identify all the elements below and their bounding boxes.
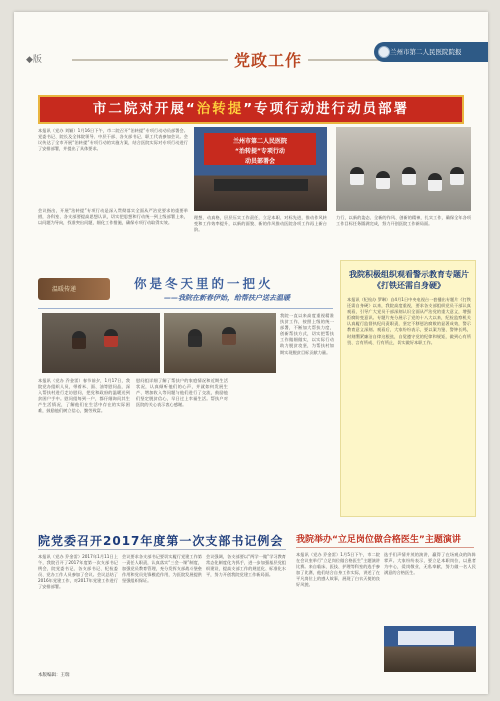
article3-box (340, 260, 476, 517)
person-figure (450, 167, 464, 185)
article1-col1b: 会议指出，开展“治转提”专项行动是深入贯彻落实全面从严治党要求的重要举措，各科室、各支部要提高思想认识，切实把思想和行动统一到上级部署上来，以问题为导向，找准突出问题，细化工作措施，确保专项行动取得实效。 (38, 208, 188, 226)
person-figure (188, 329, 202, 347)
article3-title: 我院积极组织观看警示教育专题片《打铁还需自身硬》 (349, 270, 469, 290)
article4-col2: 会议要求各支部书记要切实履行党建工作第一责任人职责，认真落实“三会一课”制度，加强党员教育管理，充分发挥支部战斗堡垒作用和党员先锋模范作用，为医院发展提供坚强组织保证。 (122, 554, 202, 584)
page-number: ◆版 (26, 55, 42, 65)
article2-col1: 本报讯（党办 乔金雷）春节前夕，1月17日，我院党办组织人员，带着米、面、油等慰问品，深入帮扶村进行走访慰问，把党和政府的温暖送到贫困户手中。慰问组每到一户，都仔细询问其生产生活情况，了解他们在生活中存在的实际困难，鼓励他们树立信心，勤劳致富。 (38, 378, 130, 414)
masthead-title: 兰州市第二人民医院院报 (390, 48, 462, 56)
hospital-logo-icon (378, 46, 390, 58)
editor-credit: 本版编辑：王瑞 (38, 673, 70, 678)
lecture-screen (398, 631, 454, 645)
screen-line1: 兰州市第二人民医院 (232, 138, 287, 145)
person-figure (72, 331, 86, 349)
visit-photo-1 (42, 313, 160, 373)
screen-line3: 动员部署会 (244, 158, 275, 165)
article5-divider (296, 547, 474, 548)
meeting-screen (204, 133, 316, 165)
article4-col3: 会议强调，各支部要以“两学一做”学习教育常态化制度化为抓手，进一步加强基层党组织建设，提高支部工作的规范化、标准化水平，努力开创我院党建工作新局面。 (206, 554, 286, 578)
article1-col2: 理想、动真格，层层压实工作责任，立足本职、对标先进，推动作风转变和工作效率提升，以新的面貌、新的作风推动医院各项工作再上新台阶。 (194, 215, 327, 233)
person-figure (376, 171, 390, 189)
visit-photo-2 (164, 313, 276, 373)
screen-line2: “治转提”专项行动 (235, 148, 285, 155)
audience-photo (336, 127, 471, 211)
article1-col1: 本报讯（党办 刘颖）1月16日下午，市二院召开“治转提”专项行动动员部署会。党委书记、院长及全体院领导、中层干部、各支部书记、职工代表参加会议。会议传达了全市开展“治转提”专项行动的实施方案，结合医院实际对专项行动进行了安排部署，并提出了具体要求。 (38, 128, 188, 152)
podium-table (214, 179, 308, 191)
article1-title-highlight: 治转提 (196, 101, 244, 117)
article4-title: 院党委召开2017年度第一次支部书记例会 (38, 534, 284, 548)
article4-divider (38, 549, 286, 550)
article1-title-post: ”专项行动进行动员部署 (243, 101, 410, 117)
person-figure (222, 327, 236, 345)
person-figure (104, 329, 118, 347)
article2-title: 你是冬天里的一把火 (134, 276, 274, 291)
logo-text: 温暖传递 (52, 286, 77, 293)
article2-subtitle: ——我院在新春伊始，给帮扶户送去温暖 (164, 294, 290, 302)
person-figure (428, 173, 442, 191)
article5-col1: 本报讯（党办 乔金雷）1月5日下午，市二院在会议室举行“立足岗位做合格医生”主题演讲比赛。来自临床、医技、护理等科室的选手参加了比赛，他们结合自身工作实际，讲述了在平凡岗位上的感人故事，展现了白衣天使的良好风貌。 (296, 552, 380, 588)
newspaper-page (14, 12, 488, 694)
masthead (374, 42, 488, 62)
person-figure (350, 167, 364, 185)
article1-title-pre: 市二院对开展“ (92, 101, 197, 117)
warmth-logo-icon (38, 278, 110, 300)
section-title: 党政工作 (228, 48, 308, 71)
article5-col2: 选手们声情并茂的演讲，赢得了在场观众的阵阵掌声。大家纷纷表示，要立足本职岗位，以患者为中心，爱岗敬业，无私奉献，努力做一名人民满意的合格医生。 (384, 552, 476, 576)
article1-col3: 力行，以新的姿态、全新的作风、创新的精神，扎实工作，确保全年各项工作目标任务圆满完成，努力开创医院工作新局面。 (336, 215, 471, 227)
article3-body: 本报讯（纪检办 罗琳）自4月1日中央电视台一套播出专题片《打铁还需自身硬》以来，我院高度重视，要求各支部组织党员干部认真观看，引导广大党员干部深刻认识全面从严治党的重大意义，增强拒腐防变意识。专题片充分展示了党的十八大以来，纪检监察机关认真履行监督执纪问责职责，坚定不移惩治腐败的显著成效，警示教育意义深刻。观看后，大家纷纷表示，要以案为鉴、警钟长鸣，时刻绷紧廉洁自律这根弦，自觉遵守党的纪律和规矩，做到心有所畏、言有所戒、行有所止，切实做好本职工作。 (347, 297, 471, 345)
article2-col2: 慰问组详细了解了帮扶户的家庭情况和近期生活状况，认真倾听他们的心声，并就如何发展生产、增加收入等问题与他们进行了交流，鼓励他们坚定脱贫信心，早日过上幸福生活。帮扶户对医院的关心表示衷心感谢。 (136, 378, 228, 408)
article5-title: 我院举办“立足岗位做合格医生”主题演讲 (296, 535, 461, 545)
article2-divider (38, 308, 333, 309)
article1-headline (38, 95, 464, 124)
person-figure (402, 167, 416, 185)
lecture-photo (384, 626, 476, 672)
article2-logo-area (38, 274, 118, 304)
article2-col3: 我院一直以来高度重视精准扶贫工作，按照上级的统一部署，不断加大帮扶力度，创新帮扶方式，切实把帮扶工作做细做实，以实际行动助力脱贫攻坚，为帮扶村如期实现脱贫目标贡献力量。 (280, 313, 334, 355)
meeting-photo (194, 127, 327, 211)
article4-col1: 本报讯（党办 乔金雷）2017年1月11日上午，我院召开了2017年度第一次支部书记例会，院党委书记、各支部书记、纪检委员、党办工作人员参加了会议。会议总结了2016年党建工作，对2017年党建工作进行了安排部署。 (38, 554, 118, 590)
